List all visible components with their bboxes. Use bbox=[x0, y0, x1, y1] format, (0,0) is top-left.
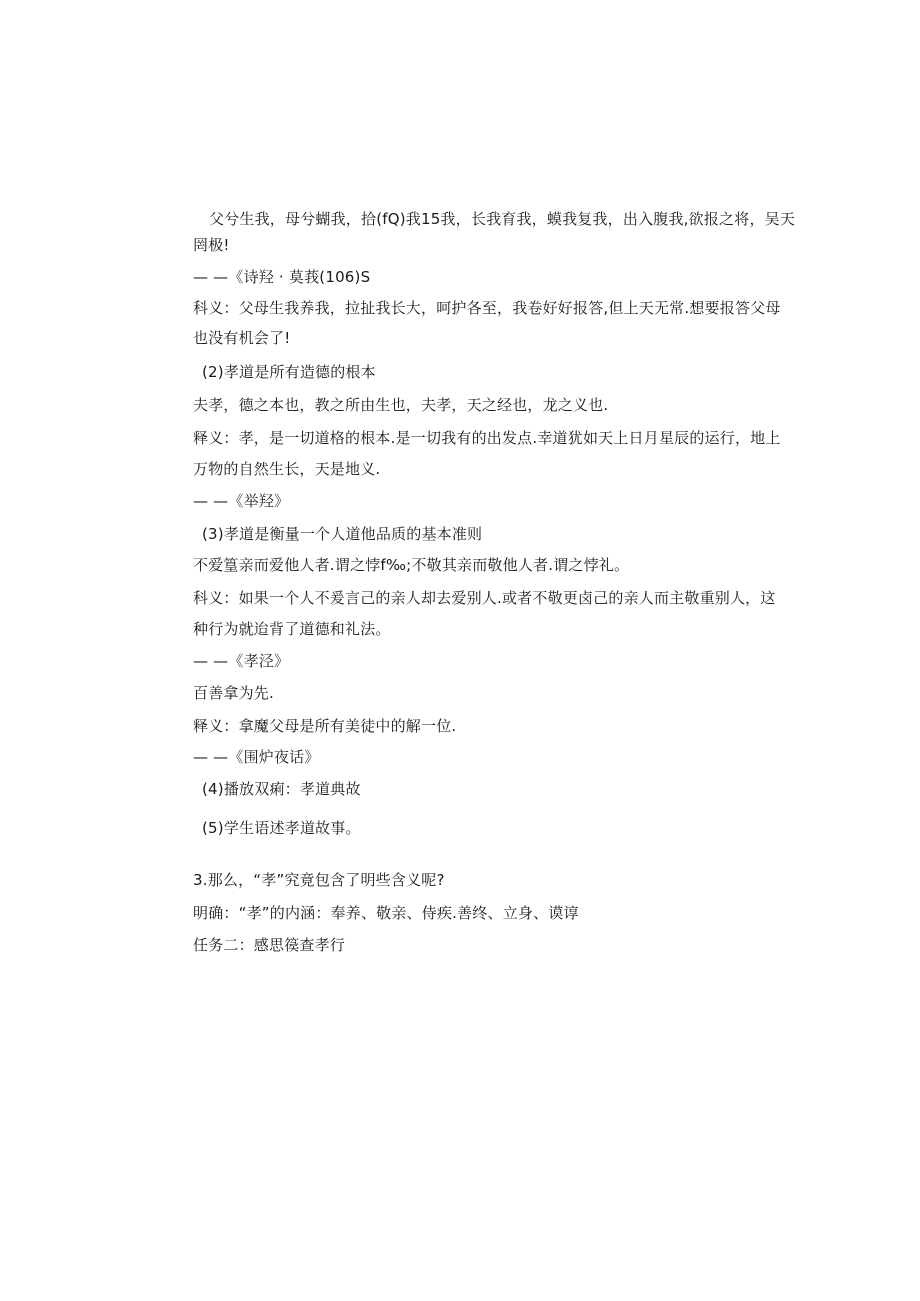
section-heading: (4)播放双痢：孝道典故 bbox=[202, 780, 361, 798]
citation-line: — —《诗羟 · 莫莪(106)S bbox=[193, 268, 371, 286]
paragraph-line: 明确：“孝”的内涵：奉养、敬亲、侍疾.善终、立身、谟谆 bbox=[193, 904, 579, 922]
paragraph-line: 百善拿为先. bbox=[193, 684, 274, 702]
paragraph-line: 不爱篁亲而爱他人者.谓之悖f‰;不敬其亲而敬他人者.谓之悖礼。 bbox=[193, 556, 630, 574]
paragraph-line: 科义：如果一个人不爰言己的亲人却去爱别人.或者不敬更卤己的亲人而主敬重别人，这 bbox=[193, 589, 776, 607]
paragraph-line: 万物的自然生长，天是地义. bbox=[193, 460, 381, 478]
paragraph-line: 父兮生我，母兮蝴我，拾(fQ)我15我，长我育我，蟆我复我，出入腹我,欲报之将，吴天 bbox=[209, 210, 796, 228]
task-heading: 任务二：感思篌查孝行 bbox=[193, 936, 346, 954]
question-line: 3.那么，“孝”究竟包含了明些含义呢? bbox=[193, 871, 445, 889]
citation-line: — —《围炉夜话》 bbox=[193, 748, 320, 766]
paragraph-line: 夫孝，德之本也，教之所由生也，夫孝，天之经也，龙之义也. bbox=[193, 396, 609, 414]
paragraph-line: 也没有机会了! bbox=[193, 329, 291, 347]
paragraph-line: 科义：父母生我养我，拉扯我长大，呵护各至，我卷好好报答,但上天无常.想要报答父母 bbox=[193, 299, 781, 317]
citation-line: — —《举羟》 bbox=[193, 492, 290, 510]
citation-line: — —《孝泾》 bbox=[193, 652, 290, 670]
paragraph-line: 种行为就迨背了道德和礼法。 bbox=[193, 620, 391, 638]
paragraph-line: 罔极! bbox=[193, 236, 230, 254]
paragraph-line: 释义：拿魔父母是所有美徒中的解一位. bbox=[193, 717, 457, 735]
section-heading: (2)孝道是所有造德的根本 bbox=[202, 363, 376, 381]
section-heading: (3)孝道是衡量一个人道他品质的基本准则 bbox=[202, 525, 483, 543]
paragraph-line: 释义：孝，是一切道格的根本.是一切我有的出发点.幸道犹如天上日月星辰的运行，地上 bbox=[193, 429, 781, 447]
section-heading: (5)学生语述孝道故事。 bbox=[202, 819, 361, 837]
